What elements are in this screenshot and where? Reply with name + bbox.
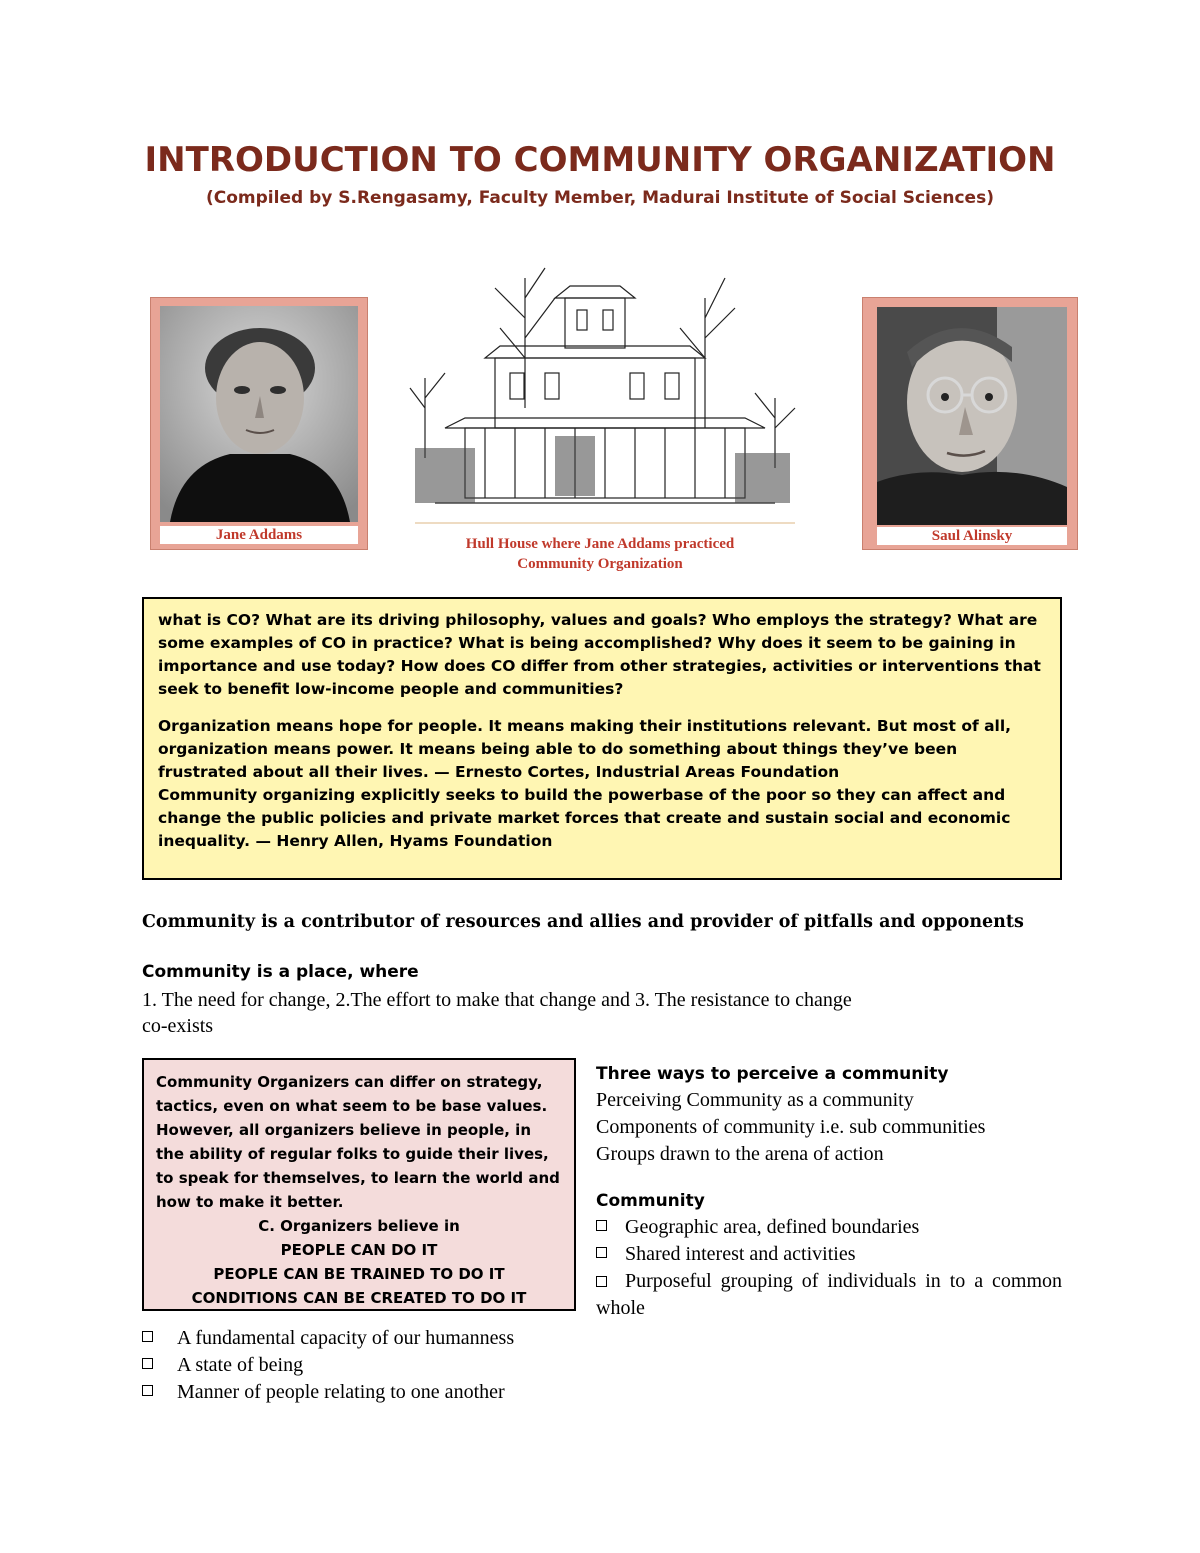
organizers-believe-in: C. Organizers believe in [258,1217,460,1235]
three-ways-list [596,1087,985,1168]
conditions-can-be-created: CONDITIONS CAN BE CREATED TO DO IT [191,1289,527,1307]
checkbox-bullet-icon [142,1358,153,1369]
checkbox-bullet-icon [142,1331,153,1342]
saul-alinsky-photo [877,307,1067,525]
jane-addams-figure [150,297,368,550]
list-item: Geographic area, defined boundaries [596,1214,1062,1241]
organizers-body: Community Organizers can differ on strategy, tactics, even on what seem to be base values. However, all organizers believe in people, in the ability of regular folks to guide their lives, to speak for themselves, to learn the world and how to make it better. [156,1073,560,1211]
list-item: Purposeful grouping of individuals in to a common whole [596,1270,1062,1319]
community-bullet-list [596,1214,1062,1322]
hull-house-caption-line1: Hull House where Jane Addams practiced [465,536,735,552]
people-can-be-trained: PEOPLE CAN BE TRAINED TO DO IT [213,1265,505,1283]
cortes-quote: Organization means hope for people. It means making their institutions relevant. But most of all, organization means power. It means being able to do something about things they’ve been frustrated about all their lives. — Ernesto Cortes, Industrial Areas Foundation [158,717,1012,781]
checkbox-bullet-icon [142,1385,153,1396]
three-ways-heading: Three ways to perceive a community [596,1064,949,1084]
list-item: Shared interest and activities [596,1241,1062,1268]
community-heading: Community [596,1191,705,1211]
page-subtitle: (Compiled by S.Rengasamy, Faculty Member, Madurai Institute of Social Sciences) [206,188,994,208]
checkbox-bullet-icon [596,1247,607,1258]
saul-alinsky-caption: Saul Alinsky [877,527,1067,545]
hull-house-caption-line2: Community Organization [517,556,683,572]
hull-house-drawing [405,258,805,530]
list-item: Perceiving Community as a community [596,1089,914,1111]
co-questions-text: what is CO? What are its driving philosophy, values and goals? Who employs the strategy? What are some examples of CO in practice? What is being accomplished? Why does it seem to be gaining in importance and use today? How does CO differ from other strategies, activities or interventions that seek to benefit low-income people and communities? [158,611,1041,698]
list-item: Manner of people relating to one another [142,1379,592,1406]
allen-quote: Community organizing explicitly seeks to build the powerbase of the poor so they can affect and change the public policies and private market forces that create and sustain social and economic inequality. — Henry Allen, Hyams Foundation [158,786,1011,850]
list-item: Components of community i.e. sub communities [596,1116,986,1138]
list-item: Groups drawn to the arena of action [596,1143,884,1165]
list-item: A fundamental capacity of our humanness [142,1325,592,1352]
checkbox-bullet-icon [596,1276,607,1287]
community-place-heading: Community is a place, where [142,962,419,982]
checkbox-bullet-icon [596,1220,607,1231]
people-can-do-it: PEOPLE CAN DO IT [280,1241,438,1259]
left-bullet-list [142,1325,592,1406]
page-title: INTRODUCTION TO COMMUNITY ORGANIZATION [144,140,1056,180]
community-place-line1: 1. The need for change, 2.The effort to make that change and 3. The resistance to change [142,989,852,1011]
organizers-box [142,1058,576,1311]
jane-addams-caption: Jane Addams [160,526,358,544]
co-questions-box [142,597,1062,880]
saul-alinsky-figure [862,297,1078,550]
list-item: A state of being [142,1352,592,1379]
community-place-line2: co-exists [142,1015,214,1037]
community-contributor-heading: Community is a contributor of resources and allies and provider of pitfalls and opponents [142,912,1024,932]
jane-addams-photo [160,306,358,522]
